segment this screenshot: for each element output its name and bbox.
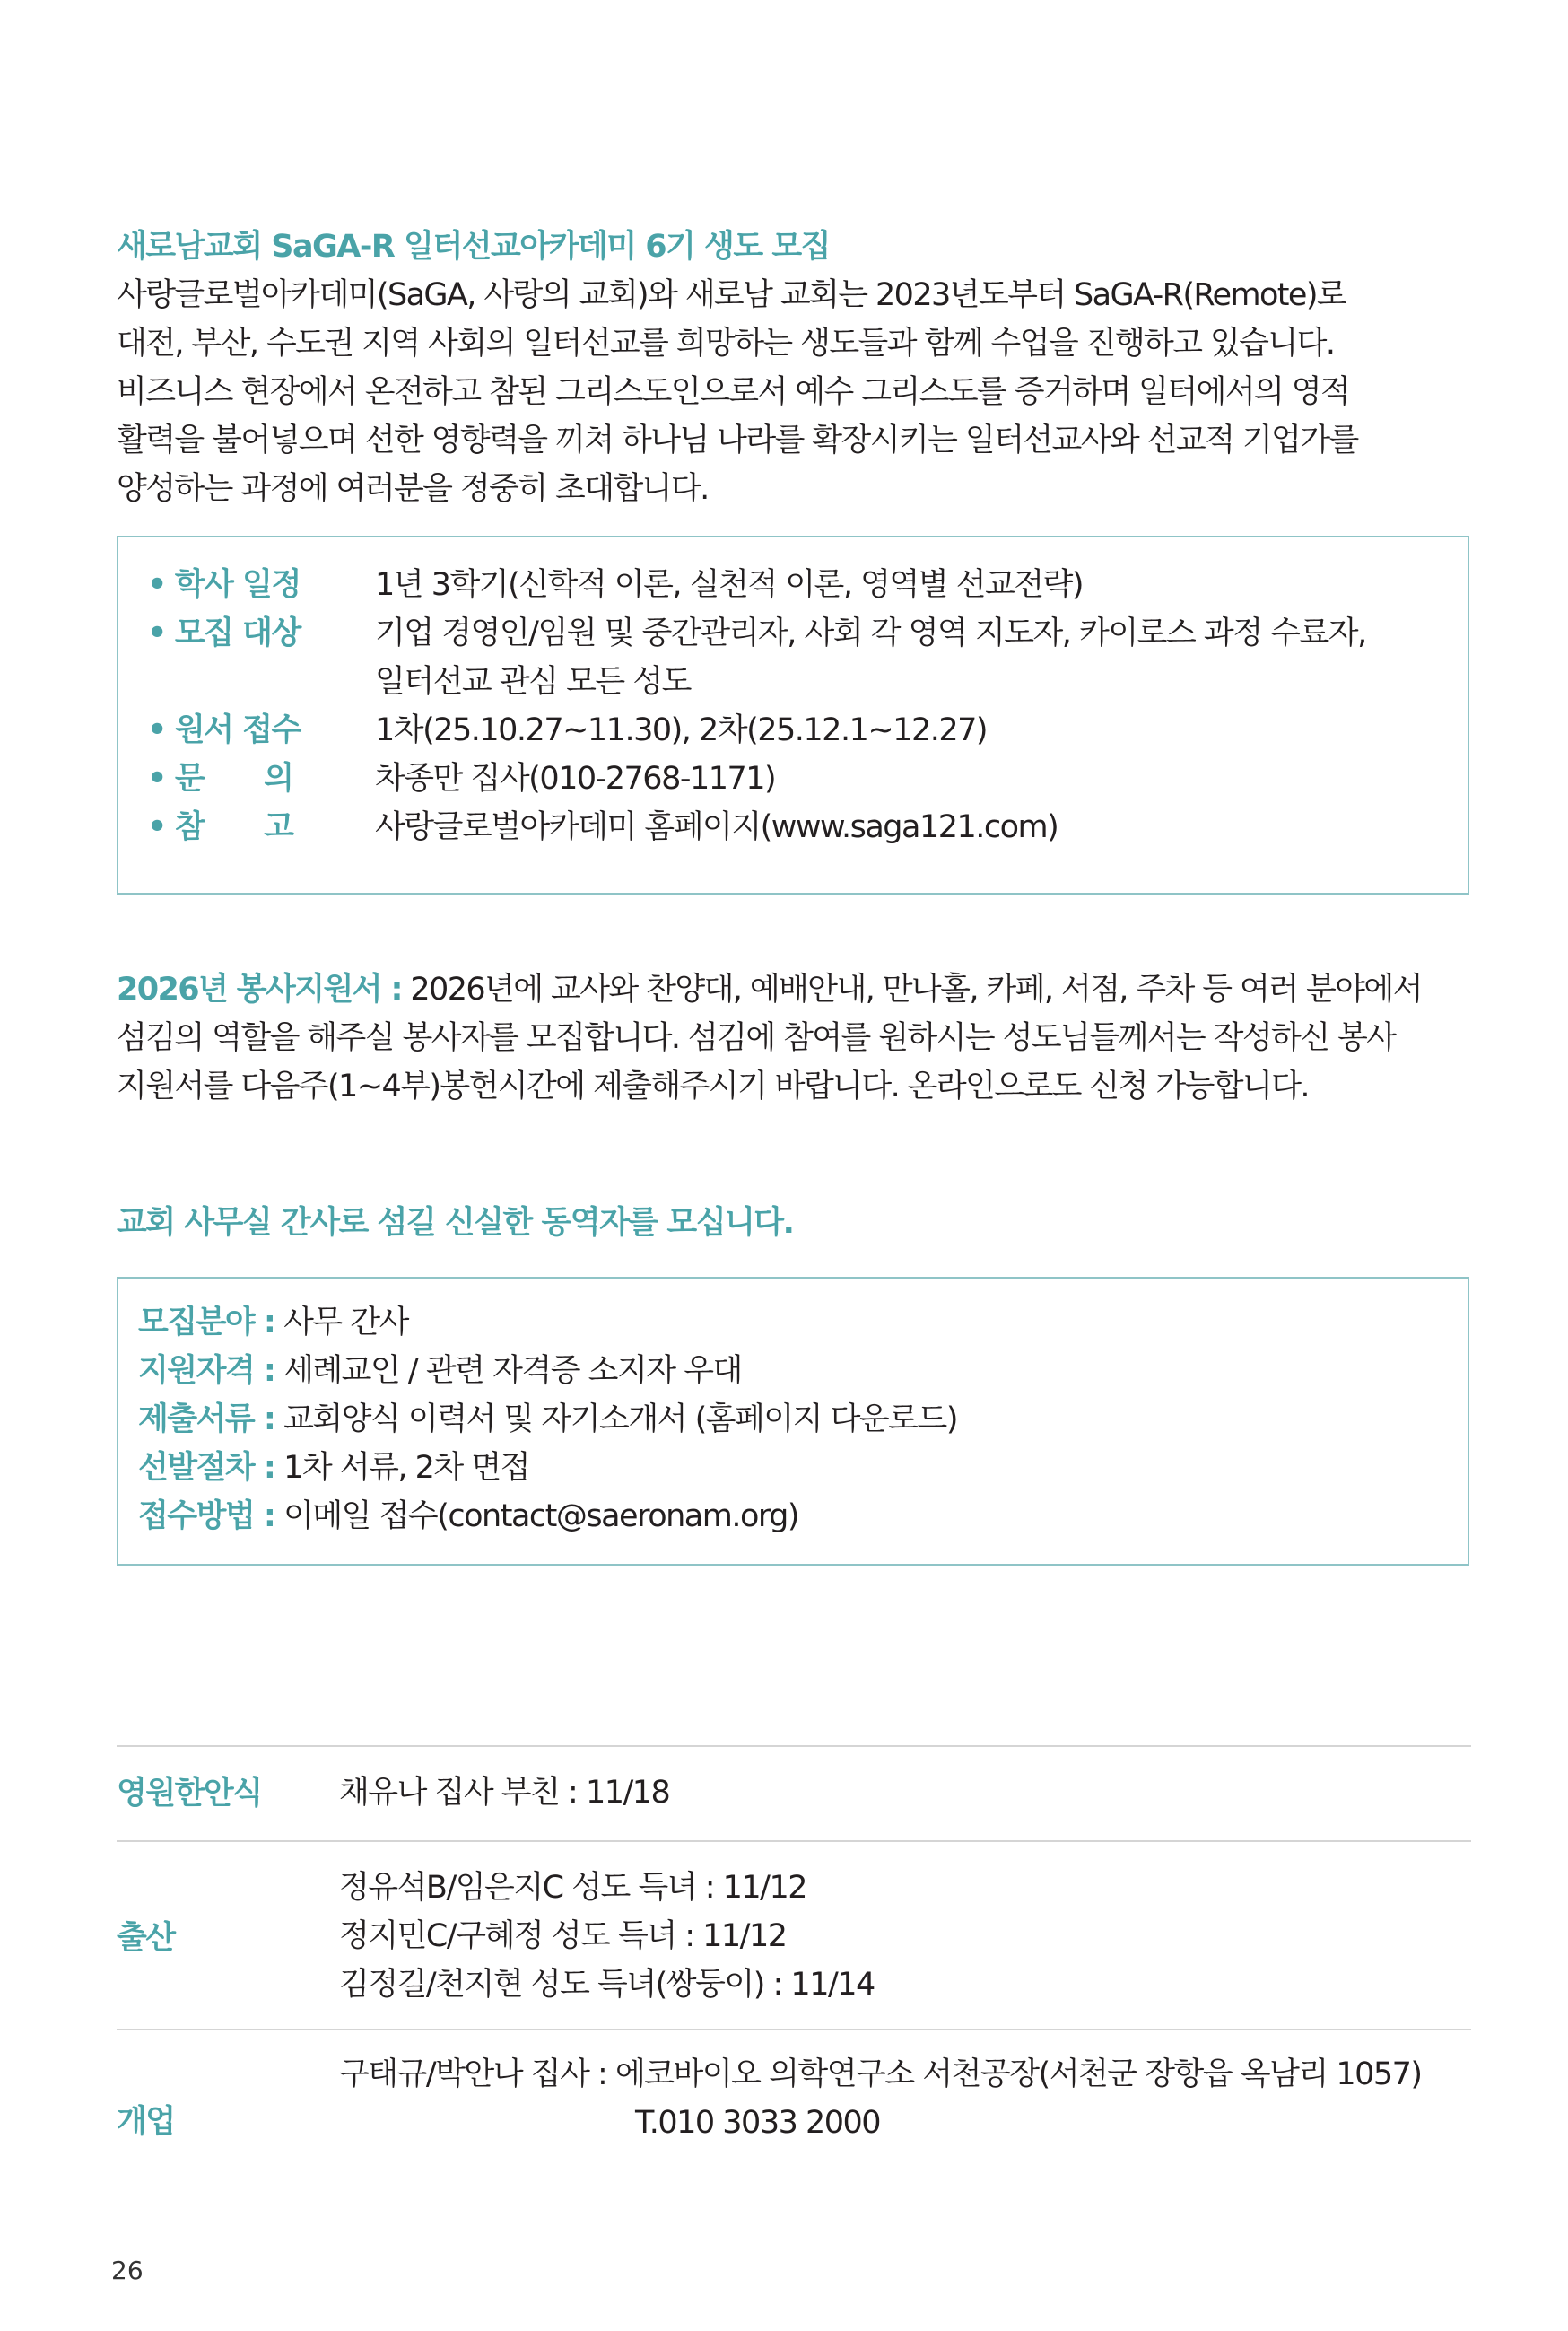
news-row-birth bbox=[117, 1840, 1471, 2030]
info-value: 1년 3학기(신학적 이론, 실천적 이론, 영역별 선교전략) bbox=[375, 567, 1084, 603]
staff-info-box bbox=[117, 1277, 1469, 1566]
news-label: 영원한안식 bbox=[117, 1776, 262, 1812]
info-row-contact bbox=[147, 755, 1468, 803]
bullet-icon: • bbox=[147, 615, 166, 651]
info-row-schedule bbox=[147, 561, 1468, 609]
news-label: 개업 bbox=[117, 2104, 175, 2140]
info-value: 사랑글로벌아카데미 홈페이지(www.saga121.com) bbox=[375, 809, 1058, 845]
news-row-opening bbox=[117, 2029, 1471, 2210]
info-value: 1차(25.10.27~11.30), 2차(25.12.1~12.27) bbox=[375, 712, 988, 748]
staff-row-label: 지원자격 : bbox=[138, 1353, 275, 1389]
staff-row bbox=[138, 1347, 1468, 1395]
family-news bbox=[117, 1745, 1471, 2212]
staff-row-value: 교회양식 이력서 및 자기소개서 (홈페이지 다운로드) bbox=[274, 1401, 958, 1437]
staff-row-value: 사무 간사 bbox=[274, 1305, 408, 1340]
staff-row-value: 세례교인 / 관련 자격증 소지자 우대 bbox=[274, 1353, 742, 1389]
staff-row bbox=[138, 1395, 1468, 1444]
staff-row-value: 1차 서류, 2차 면접 bbox=[274, 1450, 529, 1486]
staff-row-value: 이메일 접수(contact@saeronam.org) bbox=[274, 1498, 799, 1534]
volunteer-line-2: 섬김의 역할을 해주실 봉사자를 모집합니다. 섬김에 참여를 원하시는 성도님들께서는 작성하신 봉사 bbox=[117, 1020, 1396, 1056]
info-label: 학사 일정 bbox=[174, 567, 301, 603]
info-value: 일터선교 관심 모든 성도 bbox=[375, 664, 691, 700]
news-line: 구태규/박안나 집사 : 에코바이오 의학연구소 서천공장(서천군 장항읍 옥남리 1057) bbox=[339, 2056, 1422, 2092]
volunteer-line-3: 지원서를 다음주(1~4부)봉헌시간에 제출해주시기 바랍니다. 온라인으로도 신청 가능합니다. bbox=[117, 1069, 1309, 1104]
bullet-icon: • bbox=[147, 712, 166, 748]
staff-row bbox=[138, 1298, 1468, 1347]
staff-section bbox=[117, 1199, 1471, 1247]
info-label: 문 의 bbox=[174, 761, 293, 797]
info-row-application bbox=[147, 706, 1468, 755]
info-label: 모집 대상 bbox=[174, 615, 301, 651]
news-line: 정지민C/구혜정 성도 득녀 : 11/12 bbox=[339, 1918, 787, 1954]
saga-section bbox=[117, 223, 1471, 513]
staff-row bbox=[138, 1492, 1468, 1541]
news-row-condolence bbox=[117, 1745, 1471, 1842]
info-value: 기업 경영인/임원 및 중간관리자, 사회 각 영역 지도자, 카이로스 과정 수료자, bbox=[375, 615, 1366, 651]
info-label: 참 고 bbox=[174, 809, 293, 845]
staff-title: 교회 사무실 간사로 섬길 신실한 동역자를 모십니다. bbox=[117, 1205, 794, 1241]
news-line: 정유석B/임은지C 성도 득녀 : 11/12 bbox=[339, 1870, 807, 1906]
staff-row-label: 접수방법 : bbox=[138, 1498, 275, 1534]
staff-row bbox=[138, 1444, 1468, 1492]
news-label: 출산 bbox=[117, 1920, 175, 1956]
volunteer-line-1: 2026년에 교사와 찬양대, 예배안내, 만나홀, 카페, 서점, 주차 등 여러 분야에서 bbox=[401, 972, 1422, 1008]
bullet-icon: • bbox=[147, 567, 166, 603]
bullet-icon: • bbox=[147, 809, 166, 845]
info-row-target bbox=[147, 609, 1468, 706]
saga-line-3: 비즈니스 현장에서 온전하고 참된 그리스도인으로서 예수 그리스도를 증거하며 일터에서의 영적 bbox=[117, 374, 1350, 410]
saga-line-5: 양성하는 과정에 여러분을 정중히 초대합니다. bbox=[117, 471, 709, 507]
info-value: 차종만 집사(010-2768-1171) bbox=[375, 761, 776, 797]
saga-title: 새로남교회 SaGA-R 일터선교아카데미 6기 생도 모집 bbox=[117, 229, 830, 265]
news-line: 김정길/천지현 성도 득녀(쌍둥이) : 11/14 bbox=[339, 1967, 875, 2003]
volunteer-label: 2026년 봉사지원서 : bbox=[117, 972, 402, 1008]
volunteer-section bbox=[117, 965, 1471, 1111]
info-row-reference bbox=[147, 803, 1468, 851]
page-number: 26 bbox=[111, 2256, 144, 2285]
saga-info-box bbox=[117, 536, 1469, 895]
info-label: 원서 접수 bbox=[174, 712, 301, 748]
news-line: 채유나 집사 부친 : 11/18 bbox=[339, 1775, 670, 1811]
saga-line-1: 사랑글로벌아카데미(SaGA, 사랑의 교회)와 새로남 교회는 2023년도부터 SaGA-R(Remote)로 bbox=[117, 277, 1346, 313]
staff-row-label: 모집분야 : bbox=[138, 1305, 275, 1340]
staff-row-label: 선발절차 : bbox=[138, 1450, 275, 1486]
news-phone: T.010 3033 2000 bbox=[635, 2105, 881, 2141]
saga-line-4: 활력을 불어넣으며 선한 영향력을 끼쳐 하나님 나라를 확장시키는 일터선교사와 선교적 기업가를 bbox=[117, 423, 1358, 458]
staff-row-label: 제출서류 : bbox=[138, 1401, 275, 1437]
saga-line-2: 대전, 부산, 수도권 지역 사회의 일터선교를 희망하는 생도들과 함께 수업을 진행하고 있습니다. bbox=[117, 326, 1335, 362]
bullet-icon: • bbox=[147, 761, 166, 797]
